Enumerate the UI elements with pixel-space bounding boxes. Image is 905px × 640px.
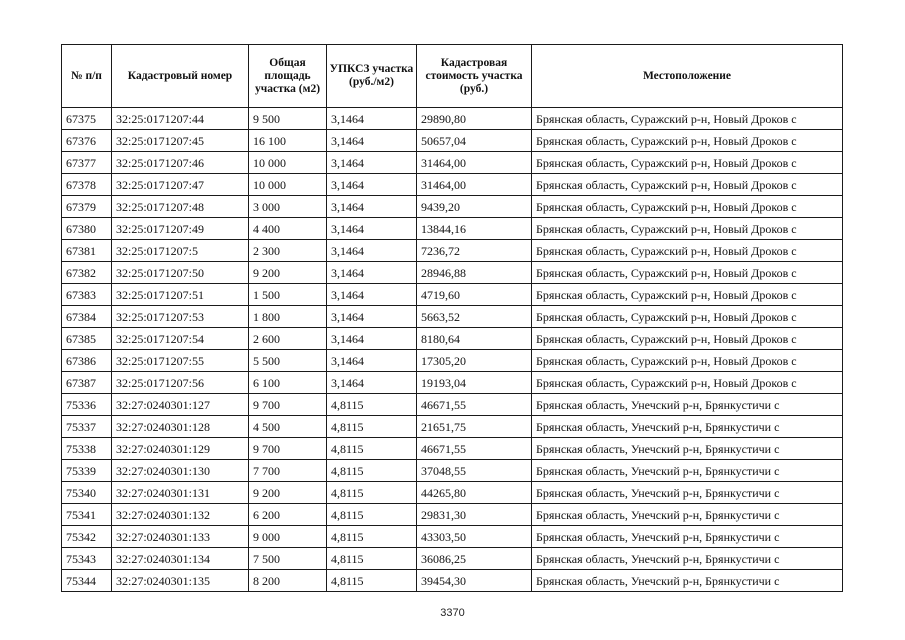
cell-num: 75342	[62, 526, 112, 548]
cell-cadastral-value: 31464,00	[417, 152, 532, 174]
cell-location: Брянская область, Унечский р-н, Брянкустичи с	[532, 504, 843, 526]
cell-cadastral-number: 32:27:0240301:128	[112, 416, 249, 438]
table-row	[62, 108, 843, 130]
land-registry-table	[61, 44, 843, 592]
cell-upksz: 3,1464	[327, 350, 417, 372]
cell-area: 3 000	[249, 196, 327, 218]
cell-location: Брянская область, Унечский р-н, Брянкустичи с	[532, 460, 843, 482]
cell-area: 1 800	[249, 306, 327, 328]
cell-cadastral-number: 32:25:0171207:56	[112, 372, 249, 394]
cell-location: Брянская область, Суражский р-н, Новый Дроков с	[532, 108, 843, 130]
table-row	[62, 548, 843, 570]
table-row	[62, 526, 843, 548]
cell-upksz: 3,1464	[327, 328, 417, 350]
cell-cadastral-value: 29831,30	[417, 504, 532, 526]
table-row	[62, 438, 843, 460]
cell-cadastral-number: 32:27:0240301:129	[112, 438, 249, 460]
cell-location: Брянская область, Унечский р-н, Брянкустичи с	[532, 526, 843, 548]
header-row	[62, 45, 843, 108]
cell-cadastral-number: 32:25:0171207:44	[112, 108, 249, 130]
cell-location: Брянская область, Суражский р-н, Новый Дроков с	[532, 284, 843, 306]
cell-cadastral-number: 32:27:0240301:131	[112, 482, 249, 504]
cell-num: 67384	[62, 306, 112, 328]
cell-cadastral-value: 29890,80	[417, 108, 532, 130]
cell-upksz: 3,1464	[327, 174, 417, 196]
cell-location: Брянская область, Суражский р-н, Новый Дроков с	[532, 262, 843, 284]
cell-cadastral-value: 21651,75	[417, 416, 532, 438]
cell-upksz: 3,1464	[327, 152, 417, 174]
cell-cadastral-value: 31464,00	[417, 174, 532, 196]
cell-num: 67385	[62, 328, 112, 350]
cell-num: 75344	[62, 570, 112, 592]
cell-area: 2 300	[249, 240, 327, 262]
cell-location: Брянская область, Унечский р-н, Брянкустичи с	[532, 548, 843, 570]
cell-cadastral-number: 32:25:0171207:48	[112, 196, 249, 218]
cell-area: 7 500	[249, 548, 327, 570]
cell-num: 67387	[62, 372, 112, 394]
cell-area: 5 500	[249, 350, 327, 372]
cell-cadastral-value: 8180,64	[417, 328, 532, 350]
cell-location: Брянская область, Суражский р-н, Новый Дроков с	[532, 306, 843, 328]
table-row	[62, 240, 843, 262]
cell-area: 10 000	[249, 152, 327, 174]
cell-cadastral-value: 43303,50	[417, 526, 532, 548]
cell-num: 67386	[62, 350, 112, 372]
cell-area: 9 000	[249, 526, 327, 548]
cell-upksz: 4,8115	[327, 482, 417, 504]
cell-cadastral-value: 44265,80	[417, 482, 532, 504]
header-cadastral-value: Кадастровая стоимость участка (руб.)	[417, 45, 532, 108]
cell-cadastral-value: 46671,55	[417, 394, 532, 416]
cell-upksz: 3,1464	[327, 306, 417, 328]
table-row	[62, 218, 843, 240]
cell-cadastral-number: 32:27:0240301:134	[112, 548, 249, 570]
cell-location: Брянская область, Суражский р-н, Новый Дроков с	[532, 130, 843, 152]
cell-area: 6 200	[249, 504, 327, 526]
header-area: Общая площадь участка (м2)	[249, 45, 327, 108]
cell-cadastral-number: 32:27:0240301:127	[112, 394, 249, 416]
cell-location: Брянская область, Унечский р-н, Брянкустичи с	[532, 482, 843, 504]
cell-area: 9 200	[249, 482, 327, 504]
cell-cadastral-number: 32:25:0171207:45	[112, 130, 249, 152]
cell-area: 1 500	[249, 284, 327, 306]
cell-cadastral-value: 46671,55	[417, 438, 532, 460]
cell-upksz: 4,8115	[327, 460, 417, 482]
table-row	[62, 504, 843, 526]
cell-location: Брянская область, Суражский р-н, Новый Дроков с	[532, 328, 843, 350]
header-num: № п/п	[62, 45, 112, 108]
cell-num: 67382	[62, 262, 112, 284]
cell-cadastral-value: 50657,04	[417, 130, 532, 152]
cell-upksz: 3,1464	[327, 284, 417, 306]
cell-area: 4 500	[249, 416, 327, 438]
cell-location: Брянская область, Суражский р-н, Новый Дроков с	[532, 350, 843, 372]
cell-num: 67381	[62, 240, 112, 262]
cell-location: Брянская область, Суражский р-н, Новый Дроков с	[532, 152, 843, 174]
cell-cadastral-number: 32:27:0240301:135	[112, 570, 249, 592]
cell-upksz: 3,1464	[327, 262, 417, 284]
cell-upksz: 3,1464	[327, 240, 417, 262]
cell-upksz: 3,1464	[327, 196, 417, 218]
cell-num: 67377	[62, 152, 112, 174]
cell-cadastral-value: 36086,25	[417, 548, 532, 570]
table-row	[62, 328, 843, 350]
table-row	[62, 262, 843, 284]
cell-cadastral-value: 9439,20	[417, 196, 532, 218]
cell-cadastral-number: 32:27:0240301:132	[112, 504, 249, 526]
cell-cadastral-number: 32:25:0171207:55	[112, 350, 249, 372]
cell-area: 7 700	[249, 460, 327, 482]
cell-cadastral-value: 39454,30	[417, 570, 532, 592]
cell-cadastral-value: 7236,72	[417, 240, 532, 262]
header-upksz: УПКСЗ участка (руб./м2)	[327, 45, 417, 108]
cell-upksz: 3,1464	[327, 218, 417, 240]
cell-upksz: 4,8115	[327, 548, 417, 570]
cell-cadastral-number: 32:25:0171207:49	[112, 218, 249, 240]
cell-location: Брянская область, Унечский р-н, Брянкустичи с	[532, 570, 843, 592]
cell-cadastral-number: 32:27:0240301:130	[112, 460, 249, 482]
cell-num: 75341	[62, 504, 112, 526]
table-row	[62, 196, 843, 218]
cell-upksz: 4,8115	[327, 526, 417, 548]
cell-num: 75337	[62, 416, 112, 438]
cell-num: 75339	[62, 460, 112, 482]
cell-num: 75336	[62, 394, 112, 416]
cell-cadastral-number: 32:27:0240301:133	[112, 526, 249, 548]
cell-num: 67376	[62, 130, 112, 152]
cell-area: 16 100	[249, 130, 327, 152]
cell-upksz: 3,1464	[327, 372, 417, 394]
header-cadastral-number: Кадастровый номер	[112, 45, 249, 108]
table-row	[62, 174, 843, 196]
cell-upksz: 3,1464	[327, 108, 417, 130]
cell-location: Брянская область, Суражский р-н, Новый Дроков с	[532, 240, 843, 262]
cell-location: Брянская область, Унечский р-н, Брянкустичи с	[532, 416, 843, 438]
cell-cadastral-number: 32:25:0171207:54	[112, 328, 249, 350]
cell-upksz: 4,8115	[327, 416, 417, 438]
cell-num: 67380	[62, 218, 112, 240]
cell-cadastral-value: 4719,60	[417, 284, 532, 306]
cell-area: 9 500	[249, 108, 327, 130]
cell-cadastral-number: 32:25:0171207:46	[112, 152, 249, 174]
page-number: 3370	[440, 607, 465, 619]
cell-upksz: 3,1464	[327, 130, 417, 152]
table-row	[62, 284, 843, 306]
cell-cadastral-number: 32:25:0171207:53	[112, 306, 249, 328]
cell-cadastral-value: 19193,04	[417, 372, 532, 394]
cell-area: 2 600	[249, 328, 327, 350]
table-row	[62, 130, 843, 152]
cell-location: Брянская область, Унечский р-н, Брянкустичи с	[532, 394, 843, 416]
cell-upksz: 4,8115	[327, 504, 417, 526]
table-row	[62, 350, 843, 372]
table-row	[62, 394, 843, 416]
table-row	[62, 152, 843, 174]
cell-area: 9 700	[249, 394, 327, 416]
cell-num: 75343	[62, 548, 112, 570]
table-row	[62, 482, 843, 504]
cell-cadastral-value: 28946,88	[417, 262, 532, 284]
cell-upksz: 4,8115	[327, 438, 417, 460]
cell-area: 10 000	[249, 174, 327, 196]
cell-cadastral-number: 32:25:0171207:51	[112, 284, 249, 306]
cell-cadastral-value: 17305,20	[417, 350, 532, 372]
cell-upksz: 4,8115	[327, 394, 417, 416]
cell-location: Брянская область, Суражский р-н, Новый Дроков с	[532, 196, 843, 218]
cell-location: Брянская область, Унечский р-н, Брянкустичи с	[532, 438, 843, 460]
table-row	[62, 460, 843, 482]
cell-num: 67375	[62, 108, 112, 130]
cell-num: 75340	[62, 482, 112, 504]
header-location: Местоположение	[532, 45, 843, 108]
cell-area: 9 200	[249, 262, 327, 284]
cell-cadastral-value: 37048,55	[417, 460, 532, 482]
cell-cadastral-value: 5663,52	[417, 306, 532, 328]
cell-num: 75338	[62, 438, 112, 460]
table-body	[62, 108, 843, 592]
cell-area: 6 100	[249, 372, 327, 394]
table-row	[62, 416, 843, 438]
cell-cadastral-number: 32:25:0171207:50	[112, 262, 249, 284]
table-row	[62, 306, 843, 328]
cell-cadastral-number: 32:25:0171207:47	[112, 174, 249, 196]
cell-cadastral-number: 32:25:0171207:5	[112, 240, 249, 262]
cell-upksz: 4,8115	[327, 570, 417, 592]
table-row	[62, 372, 843, 394]
cell-location: Брянская область, Суражский р-н, Новый Дроков с	[532, 174, 843, 196]
table-row	[62, 570, 843, 592]
cell-num: 67379	[62, 196, 112, 218]
cell-area: 8 200	[249, 570, 327, 592]
table-header	[62, 45, 843, 108]
cell-area: 9 700	[249, 438, 327, 460]
cell-cadastral-value: 13844,16	[417, 218, 532, 240]
cell-num: 67378	[62, 174, 112, 196]
cell-num: 67383	[62, 284, 112, 306]
cell-location: Брянская область, Суражский р-н, Новый Дроков с	[532, 372, 843, 394]
cell-area: 4 400	[249, 218, 327, 240]
cell-location: Брянская область, Суражский р-н, Новый Дроков с	[532, 218, 843, 240]
